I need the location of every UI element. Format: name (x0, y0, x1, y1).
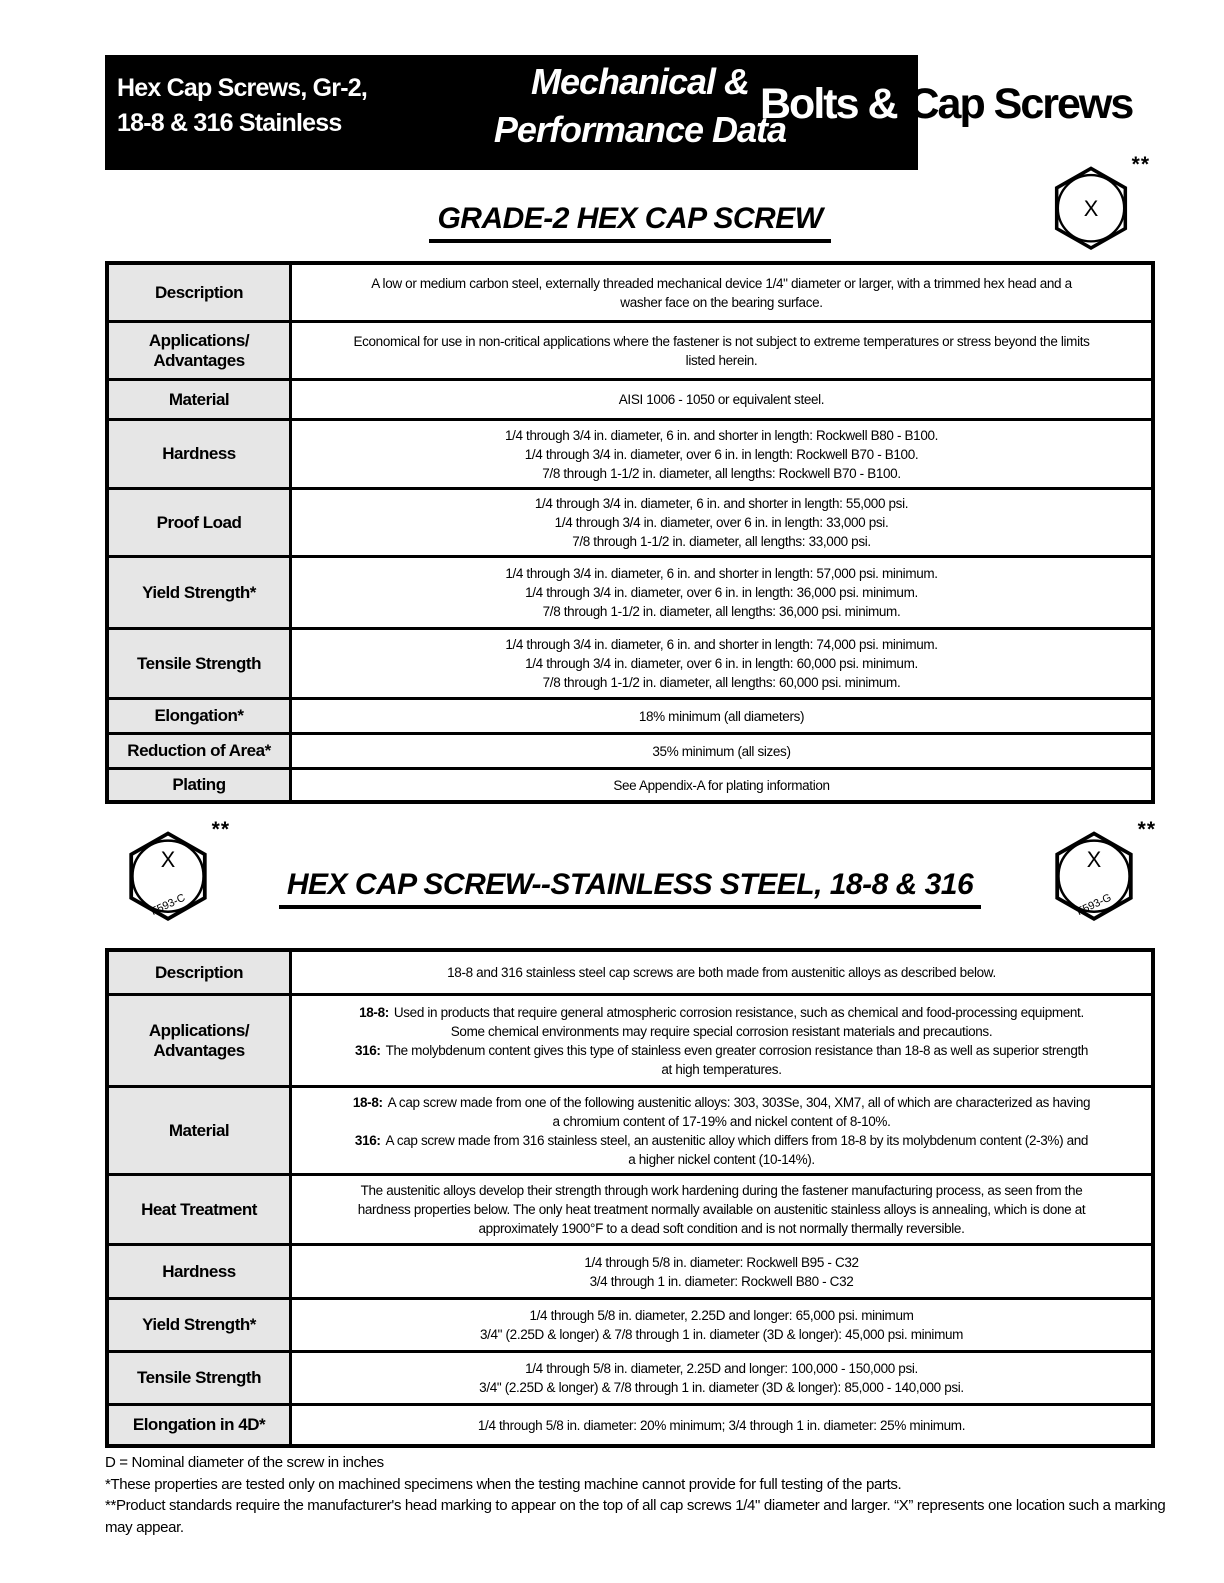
head-marking-x: X (160, 846, 176, 872)
row-label: Description (109, 265, 292, 320)
head-marking-f593c-label: F593-C (149, 891, 188, 919)
table-row (109, 627, 1151, 697)
row-label: Reduction of Area* (109, 735, 292, 767)
row-value: A low or medium carbon steel, externally threaded mechanical device 1/4" diameter or larger, with a trimmed hex head and a washer face on the bearing surface. (371, 275, 1072, 310)
row-value: 1/4 through 3/4 in. diameter, 6 in. and shorter in length: Rockwell B80 - B100. 1/4 through 3/4 in. diameter, over 6 in. in length: Rockwell B70 - B100. 7/8 through 1-1/2 in. diameter, all lengths: Rockwell B70 - B100. (504, 427, 939, 481)
section-heading-on-white: Cap Screws (908, 80, 1133, 128)
row-label: Elongation* (109, 700, 292, 732)
row-label: Heat Treatment (109, 1176, 292, 1243)
row-label: Proof Load (109, 490, 292, 555)
footnotes (105, 1452, 1175, 1538)
row-label: Hardness (109, 421, 292, 487)
double-asterisk-note-ref: ** (211, 818, 230, 841)
row-value: 1/4 through 5/8 in. diameter, 2.25D and longer: 100,000 - 150,000 psi. 3/4" (2.25D & longer) & 7/8 through 1 in. diameter (3D & longer): 85,000 - 140,000 psi. (479, 1361, 964, 1395)
table-row (109, 1403, 1151, 1444)
table-row (109, 1243, 1151, 1297)
double-asterisk-note-ref: ** (1137, 818, 1156, 841)
head-marking-x: X (1086, 846, 1102, 872)
product-title-line1: Hex Cap Screws, Gr-2, (117, 74, 367, 102)
row-value: See Appendix-A for plating information (613, 777, 830, 793)
row-label: Applications/ Advantages (109, 996, 292, 1085)
table-row (109, 320, 1151, 378)
row-label: Material (109, 381, 292, 418)
stainless-spec-table (105, 948, 1155, 1448)
row-value: 18-8 and 316 stainless steel cap screws are both made from austenitic alloys as described below. (447, 965, 996, 980)
table-row (109, 1085, 1151, 1173)
footnote-single-asterisk: *These properties are tested only on machined specimens when the testing machine cannot provide for full testing of the parts. (105, 1475, 902, 1493)
head-marking-f593g-label: F593-G (1074, 891, 1114, 919)
row-value: 1/4 through 5/8 in. diameter: Rockwell B95 - C32 3/4 through 1 in. diameter: Rockwell B80 - C32 (584, 1254, 859, 1289)
row-value: 18-8: A cap screw made from one of the following austenitic alloys: 303, 303Se, 304, XM7, all of which are characterized as having a chromium content of 17-19% and nickel content of 8-10%. 316: A cap screw made from 316 stainless steel, an austenitic alloy which differs from 18-8 by its molybdenum content (2-3%) and a higher nickel content (10-14%). (352, 1094, 1091, 1167)
row-label: Plating (109, 770, 292, 800)
double-asterisk-note-ref: ** (1131, 153, 1150, 176)
row-label: Hardness (109, 1246, 292, 1297)
row-value: 1/4 through 3/4 in. diameter, 6 in. and shorter in length: 74,000 psi. minimum. 1/4 through 3/4 in. diameter, over 6 in. in length: 60,000 psi. minimum. 7/8 through 1-1/2 in. diameter, all lengths: 60,000 psi. minimum. (505, 637, 938, 690)
row-value: Economical for use in non-critical applications where the fastener is not subject to extreme temperatures or stress beyond the limits listed herein. (353, 333, 1090, 368)
table-row (109, 993, 1151, 1085)
table-row (109, 952, 1151, 993)
row-value: 1/4 through 5/8 in. diameter, 2.25D and longer: 65,000 psi. minimum 3/4" (2.25D & longer) & 7/8 through 1 in. diameter (3D & longer): 45,000 psi. minimum (479, 1308, 964, 1342)
row-value: 35% minimum (all sizes) (652, 743, 791, 759)
row-value: The austenitic alloys develop their strength through work hardening during the fastener manufacturing process, as seen from the hardness properties below. The only heat treatment normally available on austenitic stainless alloys is annealing, which is done at approximately 1900°F to a dead soft condition and is not normally thermally reversible. (357, 1183, 1086, 1236)
table-row (109, 1173, 1151, 1243)
row-label: Applications/ Advantages (109, 323, 292, 378)
row-value: AISI 1006 - 1050 or equivalent steel. (618, 392, 825, 407)
row-value: 1/4 through 5/8 in. diameter: 20% minimum; 3/4 through 1 in. diameter: 25% minimum. (477, 1417, 966, 1433)
row-label: Tensile Strength (109, 1353, 292, 1403)
table-row (109, 487, 1151, 555)
section-heading-bolts-cap-screws (760, 80, 1132, 129)
section-heading-on-black: Bolts & (760, 80, 897, 128)
table-row (109, 1297, 1151, 1350)
product-title (117, 71, 367, 141)
row-value: 1/4 through 3/4 in. diameter, 6 in. and shorter in length: 57,000 psi. minimum. 1/4 through 3/4 in. diameter, over 6 in. in length: 36,000 psi. minimum. 7/8 through 1-1/2 in. diameter, all lengths: 36,000 psi. minimum. (505, 566, 938, 619)
row-label: Yield Strength* (109, 558, 292, 627)
table-row (109, 418, 1151, 487)
table-row (109, 697, 1151, 732)
row-label: Material (109, 1088, 292, 1173)
table-row (109, 732, 1151, 767)
table-row (109, 767, 1151, 800)
stainless-section-title: HEX CAP SCREW--STAINLESS STEEL, 18-8 & 316 (105, 868, 1155, 909)
table-row (109, 1350, 1151, 1403)
row-label: Tensile Strength (109, 630, 292, 697)
banner-line1: Mechanical & (530, 61, 750, 102)
row-value: 18-8: Used in products that require general atmospheric corrosion resistance, such as chemical and food-processing equipment. Some chemical environments may require special corrosion resistant materials and precautions. 316: The molybdenum content gives this type of stainless even greater corrosion resistance than 18-8 as well as superior strength at high temperatures. (354, 1004, 1089, 1077)
table-row (109, 378, 1151, 418)
row-value: 1/4 through 3/4 in. diameter, 6 in. and shorter in length: 55,000 psi. 1/4 through 3/4 in. diameter, over 6 in. in length: 33,000 psi. 7/8 through 1-1/2 in. diameter, all lengths: 33,000 psi. (534, 496, 909, 549)
footnote-double-asterisk: **Product standards require the manufacturer's head marking to appear on the top of all cap screws 1/4" diameter and larger. “X” represents one location such a marking may appear. (105, 1497, 1166, 1536)
row-label: Yield Strength* (109, 1300, 292, 1350)
banner-line2: Performance Data (493, 109, 787, 150)
row-label: Description (109, 952, 292, 993)
grade2-section-title: GRADE-2 HEX CAP SCREW (105, 202, 1155, 243)
row-value: 18% minimum (all diameters) (638, 708, 805, 724)
head-marking-x: X (1083, 196, 1099, 222)
table-row (109, 265, 1151, 320)
grade2-spec-table (105, 261, 1155, 804)
product-title-line2: 18-8 & 316 Stainless (117, 109, 342, 137)
footnote-diameter-definition: D = Nominal diameter of the screw in inches (105, 1454, 384, 1471)
table-row (109, 555, 1151, 627)
row-label: Elongation in 4D* (109, 1406, 292, 1444)
